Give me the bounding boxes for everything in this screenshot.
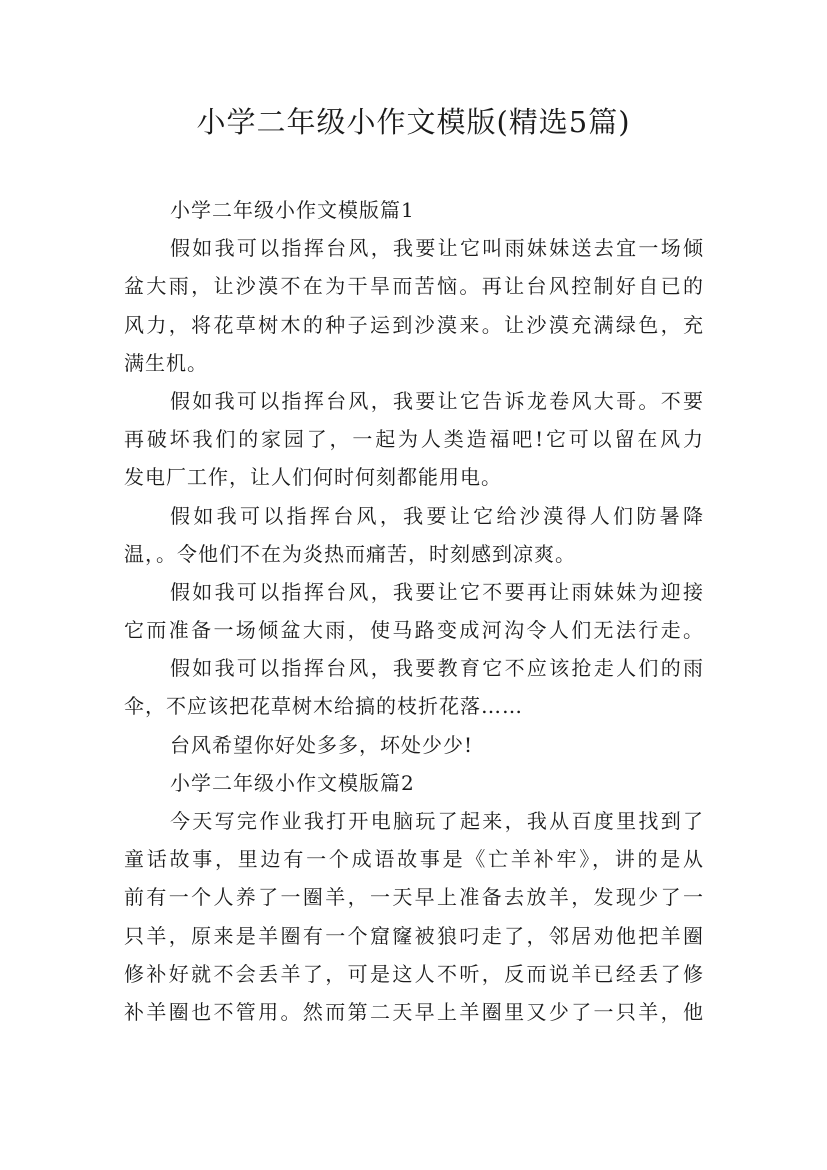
text-line: 假如我可以指挥台风，我要让它告诉龙卷风大哥。不要 [170,388,704,413]
text-line: 补羊圈也不管用。然而第二天早上羊圈里又少了一只羊，他 [124,999,704,1024]
document-title: 小学二年级小作文模版(精选5篇) [196,105,631,139]
text-line: 小学二年级小作文模版篇1 [170,198,415,222]
text-line: 假如我可以指挥台风，我要教育它不应该抢走人们的雨 [170,656,704,681]
text-line: 假如我可以指挥台风，我要让它叫雨妹妹送去宜一场倾 [170,236,704,261]
text-line: 温，。令他们不在为炎热而痛苦，时刻感到凉爽。 [124,541,576,566]
text-line: 假如我可以指挥台风，我要让它给沙漠得人们防暑降 [170,503,704,528]
text-line: 只羊，原来是羊圈有一个窟窿被狼叼走了，邻居劝他把羊圈 [124,923,704,948]
text-line: 盆大雨，让沙漠不在为干旱而苦恼。再让台风控制好自已的 [124,274,704,299]
text-line: 伞，不应该把花草树木给搞的枝折花落…… [124,694,523,719]
text-line: 修补好就不会丢羊了，可是这人不听，反而说羊已经丢了修 [124,961,704,986]
text-line: 前有一个人养了一圈羊，一天早上准备去放羊，发现少了一 [124,885,704,910]
text-line: 风力，将花草树木的种子运到沙漠来。让沙漠充满绿色，充 [124,312,704,337]
text-line: 台风希望你好处多多，坏处少少! [170,732,474,757]
text-line: 满生机。 [124,350,208,375]
text-line: 它而准备一场倾盆大雨，使马路变成河沟令人们无法行走。 [124,618,704,643]
text-line: 再破坏我们的家园了，一起为人类造福吧!它可以留在风力 [124,427,704,452]
text-line: 小学二年级小作文模版篇2 [170,770,415,795]
text-line: 今天写完作业我打开电脑玩了起来，我从百度里找到了 [170,809,704,833]
document-body [124,191,704,1031]
text-line: 发电厂工作，让人们何时何刻都能用电。 [124,465,502,490]
text-line: 假如我可以指挥台风，我要让它不要再让雨妹妹为迎接 [170,579,704,604]
text-line: 童话故事，里边有一个成语故事是《亡羊补牢》，讲的是从 [124,847,704,872]
